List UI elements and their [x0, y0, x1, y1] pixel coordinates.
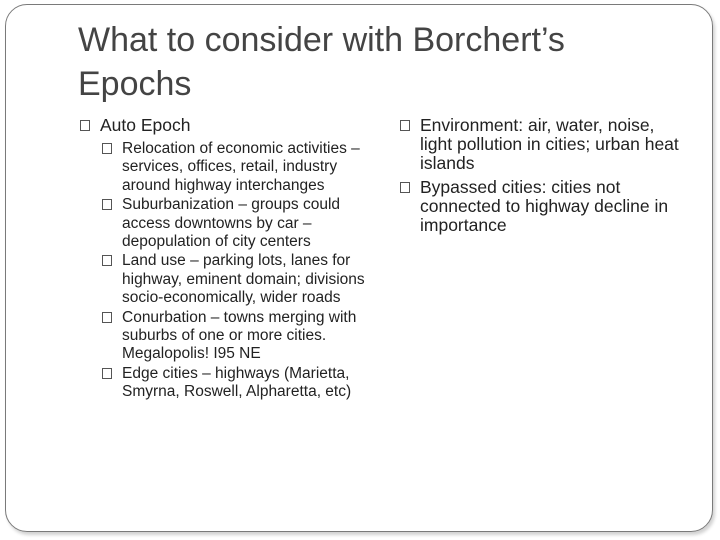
sub-bullet-suburbanization: [80, 196, 380, 251]
sub-bullet-conurbation: [80, 309, 380, 364]
square-bullet-icon: [400, 182, 410, 193]
bullet-text: Suburbanization – groups could access downtowns by car – depopulation of city centers: [122, 196, 341, 251]
bullet-bypassed-cities: [400, 178, 690, 235]
bullet-auto-epoch: [80, 116, 380, 135]
bullet-text: Auto Epoch: [100, 115, 191, 135]
bullet-text: Relocation of economic activities – services, offices, retail, industry around highway interchanges: [122, 140, 360, 194]
bullet-environment: [400, 116, 690, 173]
bullet-text: Land use – parking lots, lanes for highway, eminent domain; divisions socio-economically, wider roads: [122, 252, 365, 307]
square-bullet-icon: [400, 120, 410, 131]
sub-bullet-land-use: [80, 252, 380, 307]
sub-bullet-edge-cities: [80, 365, 380, 402]
square-bullet-icon: [102, 368, 112, 379]
square-bullet-icon: [80, 120, 90, 131]
square-bullet-icon: [102, 312, 112, 323]
slide-title: What to consider with Borchert’s Epochs: [78, 21, 565, 103]
bullet-text: Edge cities – highways (Marietta, Smyrna, Roswell, Alpharetta, etc): [122, 364, 352, 401]
bullet-text: Bypassed cities: cities not connected to highway decline in importance: [420, 177, 669, 235]
square-bullet-icon: [102, 199, 112, 210]
right-column: [400, 116, 690, 240]
square-bullet-icon: [102, 143, 112, 154]
sub-bullet-relocation: [80, 140, 380, 195]
bullet-text: Conurbation – towns merging with suburbs of one or more cities. Megalopolis! I95 NE: [122, 308, 357, 363]
bullet-text: Environment: air, water, noise, light pollution in cities; urban heat islands: [420, 115, 679, 173]
left-column: [80, 116, 380, 403]
square-bullet-icon: [102, 255, 112, 266]
